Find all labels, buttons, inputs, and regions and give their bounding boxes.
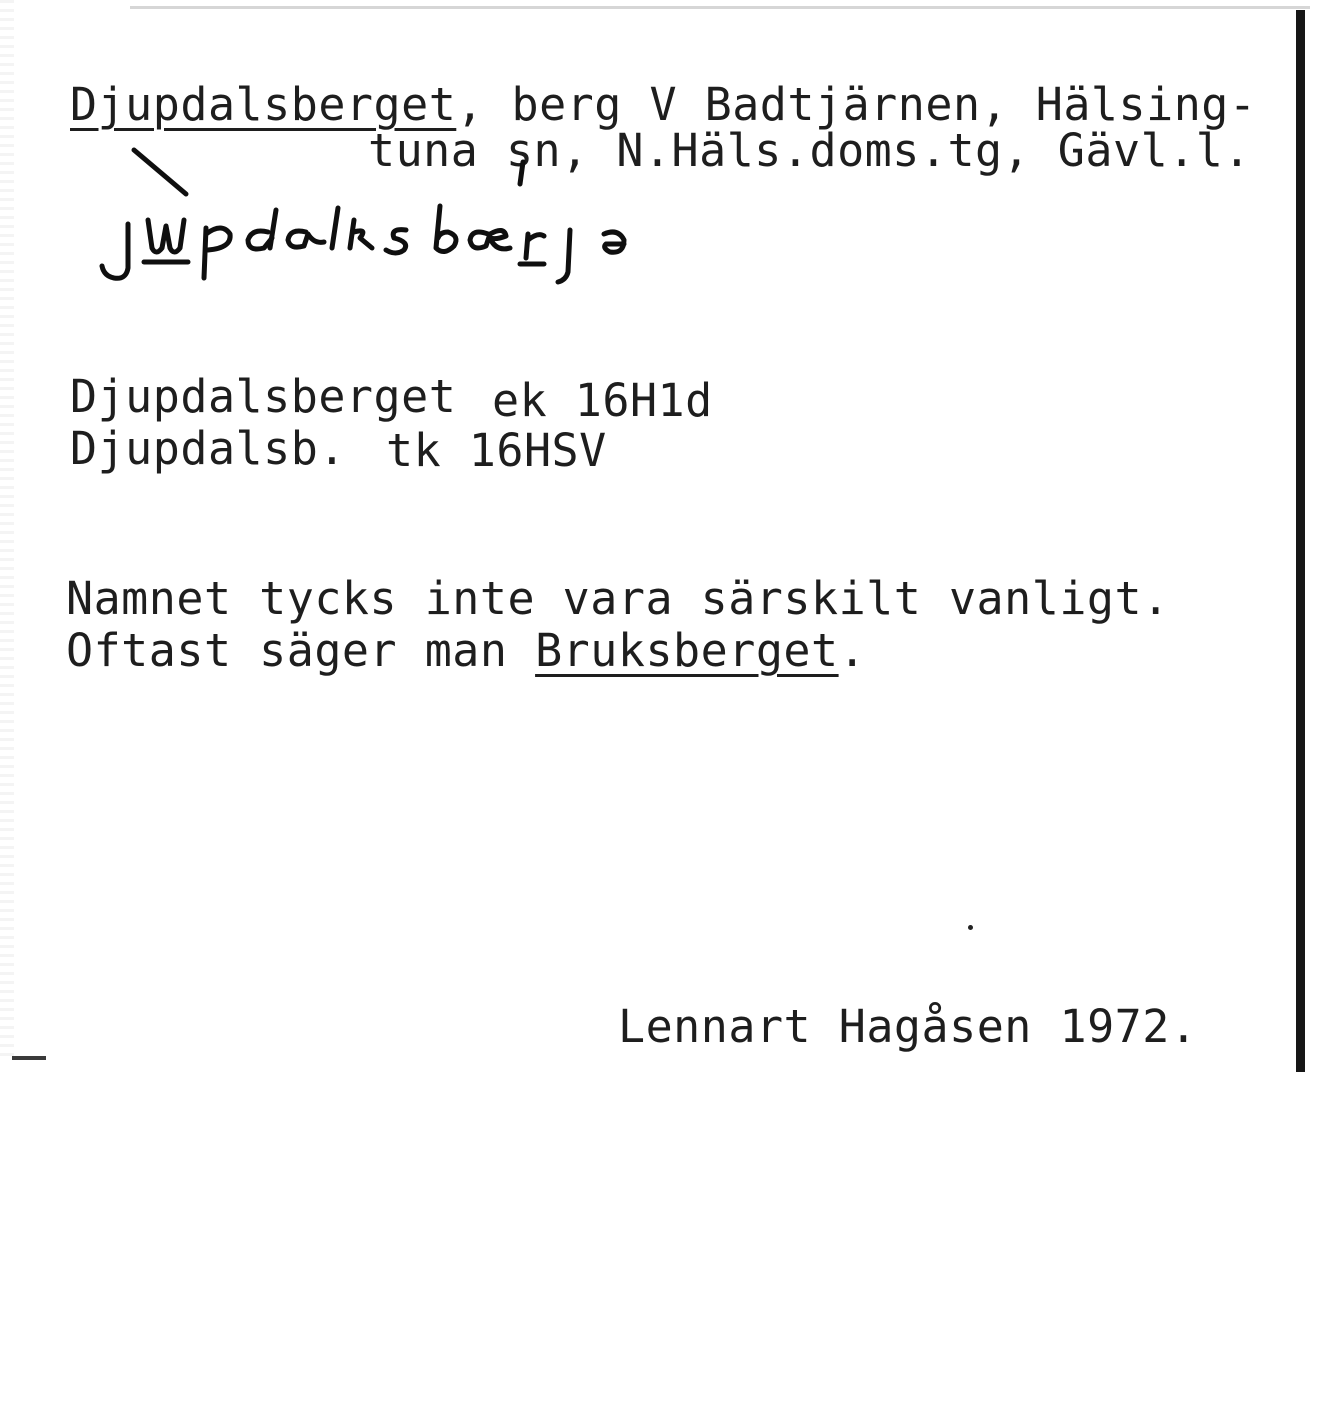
- entry-line-1-rest: , berg V Badtjärnen, Hälsing-: [456, 78, 1257, 131]
- map-reference-source: ek 16H1d: [492, 374, 713, 427]
- note-line-2-prefix: Oftast säger man: [66, 624, 536, 677]
- map-reference-name: Djupdalsb.: [70, 422, 346, 475]
- note-line-1: Namnet tycks inte vara särskilt vanligt.: [66, 572, 1170, 625]
- entry-line-2: tuna sn, N.Häls.doms.tg, Gävl.l.: [368, 124, 1251, 177]
- card-top-edge: [130, 6, 1310, 9]
- handwritten-pronunciation: [92, 140, 652, 300]
- note-line-2: [66, 624, 867, 677]
- headword: Djupdalsberget: [70, 78, 457, 131]
- entry-line-1: [70, 78, 1257, 131]
- note-line-2-suffix: .: [838, 624, 867, 677]
- stray-mark: [968, 925, 973, 930]
- scan-mark: [12, 1056, 46, 1060]
- scan-edge-speckle: [0, 0, 14, 1060]
- alternate-name: Bruksberget: [535, 624, 839, 677]
- signature: Lennart Hagåsen 1972.: [618, 1000, 1198, 1053]
- map-reference-name: Djupdalsberget: [70, 370, 457, 423]
- map-reference-source: tk 16HSV: [386, 424, 607, 477]
- card-right-edge: [1296, 10, 1305, 1072]
